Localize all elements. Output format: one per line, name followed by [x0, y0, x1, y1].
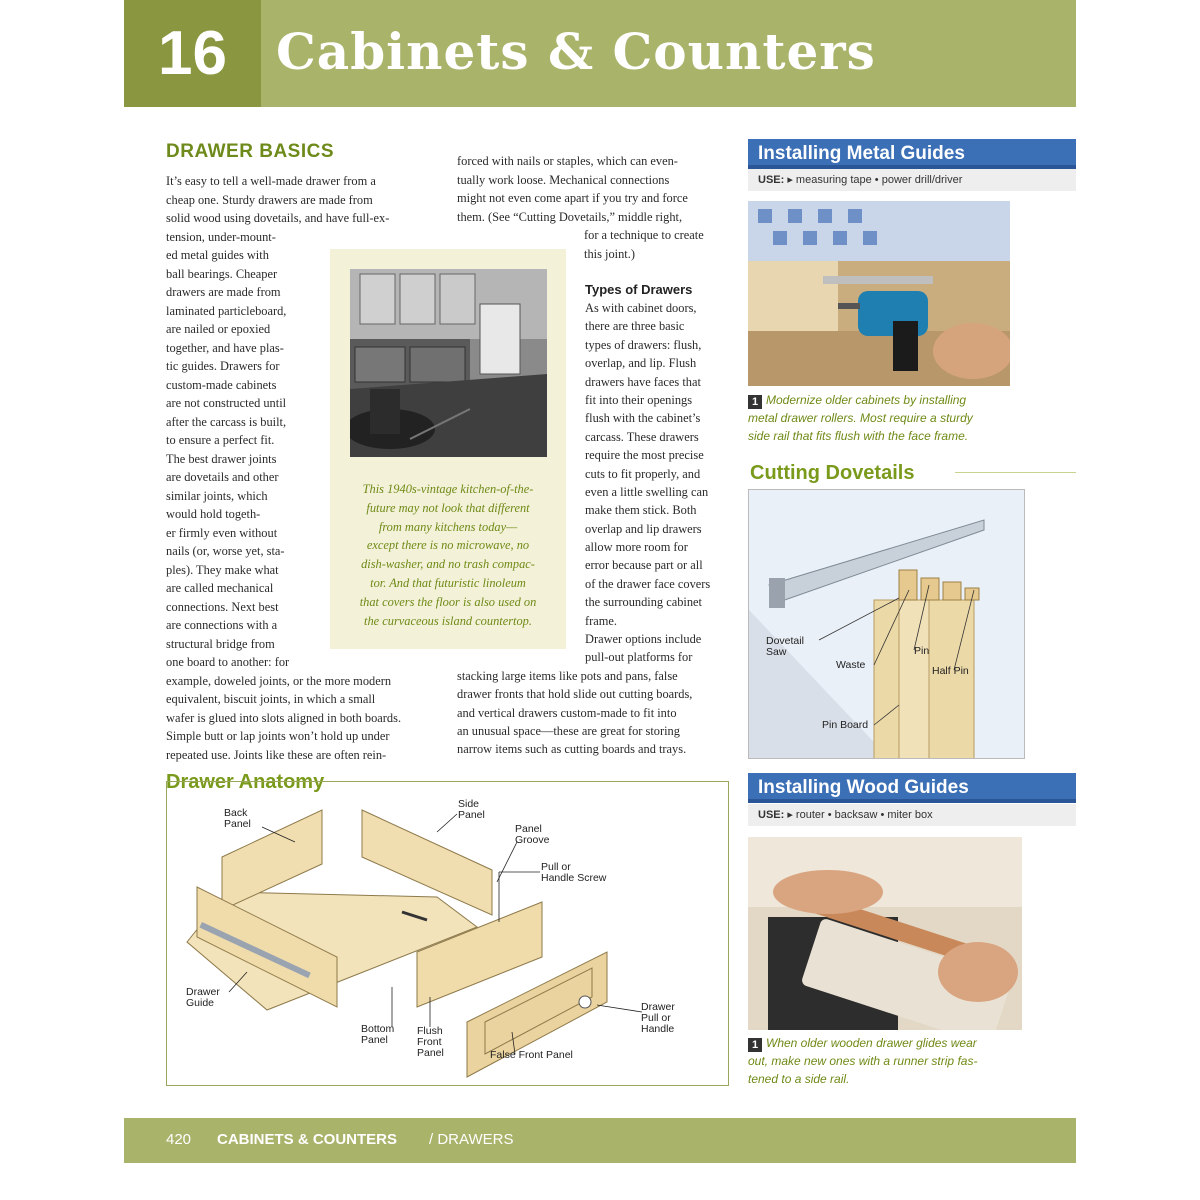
text-line: connections. Next best	[166, 599, 279, 614]
caption-line: that covers the floor is also used on	[359, 594, 537, 609]
inset-caption	[335, 480, 561, 630]
text-line: cheap one. Sturdy drawers are made from	[166, 192, 373, 207]
caption-line: the curvaceous island countertop.	[364, 613, 532, 628]
text-line: example, doweled joints, or the more modern	[166, 673, 392, 688]
text-line: pull-out platforms for	[585, 650, 693, 665]
text-line: The best drawer joints	[166, 451, 277, 466]
caption-line: dish-washer, and no trash compac-	[361, 557, 535, 572]
waste-label: Waste	[836, 659, 866, 671]
types-of-drawers-heading: Types of Drawers	[585, 282, 693, 297]
pin-board-label: Pin Board	[822, 719, 869, 731]
step-number: 1	[748, 395, 762, 409]
text-line: ples). They make what	[166, 562, 279, 577]
types-of-drawers-text	[457, 299, 730, 759]
text-line: them. (See “Cutting Dovetails,” middle right,	[457, 209, 683, 224]
text-line: Drawer options include	[585, 632, 702, 647]
text-line: and vertical drawers custom-made to fit into	[457, 705, 677, 720]
text-line: are not constructed until	[166, 396, 287, 410]
text-line: ball bearings. Cheaper	[166, 266, 278, 281]
text-line: overlap, and lip. Flush	[585, 356, 697, 371]
vintage-kitchen-photo	[350, 269, 547, 457]
side-panel-label: Side Panel	[458, 798, 485, 821]
text-line: tension, under-mount-	[166, 229, 276, 244]
page-number: 420	[166, 1131, 192, 1148]
text-line: tic guides. Drawers for	[166, 359, 280, 373]
metal-guides-header	[748, 139, 1076, 169]
text-line: the surrounding cabinet	[585, 595, 702, 610]
dovetail-diagram	[748, 489, 1025, 759]
use-label: USE:	[758, 809, 785, 821]
metal-guides-caption: 1 Modernize older cabinets by installing metal drawer rollers. Most require a sturdy side rail that fits flush with the face frame.	[748, 393, 973, 443]
text-line: there are three basic	[585, 319, 685, 334]
wood-guides-tool-list: ▸ router • backsaw • miter box	[787, 809, 933, 821]
text-line: fit into their openings	[585, 392, 693, 407]
text-line: frame.	[585, 613, 617, 628]
text-line: are dovetails and other	[166, 470, 279, 484]
text-line: solid wood using dovetails, and have full-ex-	[166, 211, 390, 225]
text-line: are connections with a	[166, 618, 278, 632]
bottom-panel-label: Bottom Panel	[361, 1023, 395, 1046]
text-line: overlap and lip drawers	[585, 521, 702, 536]
text-line: It’s easy to tell a well-made drawer from a	[166, 174, 376, 188]
text-line: of the drawer face covers	[585, 576, 711, 591]
back-panel-label: Back Panel	[224, 807, 251, 830]
drawer-handle-label: Drawer Pull or Handle	[641, 1001, 675, 1035]
flush-front-panel-label: Flush Front Panel	[417, 1025, 444, 1059]
text-line: ed metal guides with	[166, 248, 269, 262]
text-line: wafer is glued into slots aligned in both boards.	[166, 710, 402, 725]
body-column-2-top	[457, 152, 730, 263]
metal-guides-tools	[748, 169, 1076, 191]
text-line: drawers are made from	[166, 285, 281, 299]
text-line: are nailed or epoxied	[166, 322, 271, 336]
dovetail-saw-label: Dovetail Saw	[766, 635, 804, 658]
cutting-dovetails-heading: Cutting Dovetails	[750, 462, 915, 484]
pin-label: Pin	[914, 645, 930, 657]
caption-line: tor. And that futuristic linoleum	[370, 575, 526, 590]
caption-line: This 1940s-vintage kitchen-of-the-	[362, 482, 534, 496]
text-line: drawers have faces that	[585, 374, 701, 389]
metal-guides-title: Installing Metal Guides	[758, 143, 965, 164]
caption-line: except there is no microwave, no	[366, 538, 530, 553]
text-line: er firmly even without	[166, 525, 278, 540]
footer-subsection: / DRAWERS	[429, 1131, 514, 1148]
step-number: 1	[748, 1038, 762, 1052]
use-label: USE:	[758, 174, 785, 186]
chapter-title: Cabinets & Counters	[276, 22, 876, 81]
text-line: require the most precise	[585, 448, 704, 463]
text-line: error because part or all	[585, 558, 703, 573]
text-line: laminated particleboard,	[166, 303, 287, 318]
text-line: carcass. These drawers	[585, 429, 699, 444]
text-line: stacking large items like pots and pans, false	[457, 668, 678, 683]
text-line: after the carcass is built,	[166, 414, 287, 429]
text-line: might not even come apart if you try and force	[457, 191, 688, 205]
text-line: narrow items such as cutting boards and trays.	[457, 742, 687, 757]
footer-section: CABINETS & COUNTERS	[217, 1131, 398, 1148]
text-line: nails (or, worse yet, sta-	[166, 544, 285, 558]
text-line: to ensure a perfect fit.	[166, 433, 275, 447]
metal-guides-tool-list: ▸ measuring tape • power drill/driver	[787, 174, 963, 186]
caption-line: future may not look that different	[366, 500, 530, 515]
text-line: equivalent, biscuit joints, in which a small	[166, 692, 376, 706]
text-line: even a little swelling can	[585, 484, 709, 499]
drawer-anatomy-heading: Drawer Anatomy	[166, 771, 325, 793]
caption-line: from many kitchens today—	[378, 519, 518, 534]
text-line: make them stick. Both	[585, 503, 697, 518]
text-line: an unusual space—these are great for storing	[457, 723, 680, 738]
chapter-number: 16	[124, 0, 261, 107]
pull-screw-label: Pull or Handle Screw	[541, 861, 607, 884]
half-pin-label: Half Pin	[932, 665, 969, 677]
drawer-basics-heading: DRAWER BASICS	[166, 141, 335, 162]
text-line: structural bridge from	[166, 636, 275, 651]
text-line: for a technique to create	[584, 228, 704, 242]
text-line: this joint.)	[584, 246, 635, 261]
text-line: drawer fronts that hold slide out cutting boards,	[457, 687, 693, 702]
text-line: together, and have plas-	[166, 340, 284, 355]
drill-installing-guide-photo	[748, 201, 1010, 386]
text-line: As with cabinet doors,	[585, 301, 697, 315]
text-line: cuts to fit properly, and	[585, 466, 701, 481]
panel-groove-label: Panel Groove	[515, 823, 550, 846]
text-line: custom-made cabinets	[166, 377, 277, 392]
page-footer	[124, 1118, 1076, 1163]
text-line: similar joints, which	[166, 488, 268, 503]
text-line: are called mechanical	[166, 581, 274, 595]
drawer-guide-label: Drawer Guide	[186, 986, 220, 1009]
wood-guides-title: Installing Wood Guides	[758, 777, 969, 798]
false-front-panel-label: False Front Panel	[490, 1049, 573, 1061]
text-line: Simple butt or lap joints won’t hold up under	[166, 729, 390, 743]
wood-guides-caption: 1 When older wooden drawer glides wear out, make new ones with a runner strip fas- tened to a side rail.	[748, 1036, 978, 1086]
text-line: one board to another: for	[166, 655, 290, 669]
text-line: repeated use. Joints like these are often rein-	[166, 747, 387, 762]
text-line: tually work loose. Mechanical connections	[457, 172, 670, 187]
wood-guides-header	[748, 773, 1076, 803]
text-line: types of drawers: flush,	[585, 337, 702, 352]
text-line: forced with nails or staples, which can even-	[457, 154, 678, 168]
divider	[955, 472, 1076, 473]
text-line: would hold togeth-	[166, 507, 261, 521]
wood-guides-tools	[748, 804, 1076, 826]
text-line: flush with the cabinet’s	[585, 411, 701, 426]
wood-runner-photo	[748, 837, 1022, 1030]
text-line: allow more room for	[585, 540, 688, 555]
